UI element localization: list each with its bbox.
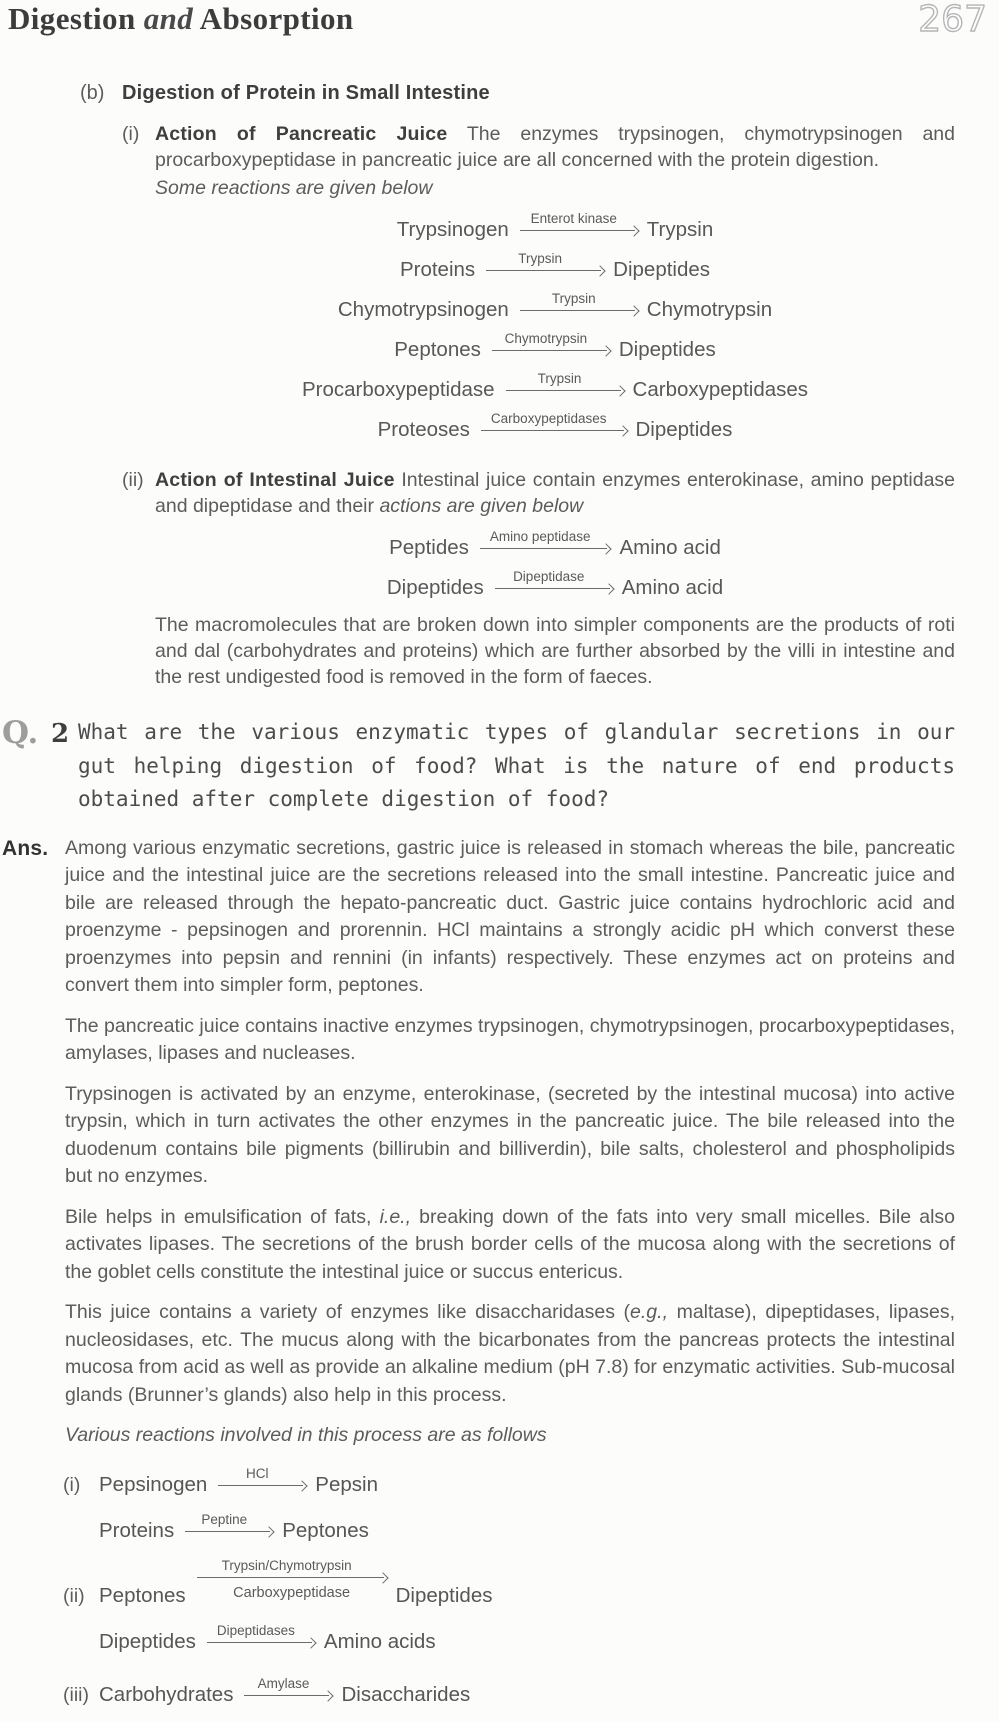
arrow-shaft-icon: [506, 387, 624, 395]
title-word-italic: and: [143, 1, 194, 36]
reaction-arrow-icon: [244, 1676, 332, 1700]
paragraph-italic: e.g.,: [630, 1301, 668, 1323]
reaction-row: [155, 331, 955, 362]
enzyme-label-below: Carboxypeptidase: [233, 1584, 351, 1601]
reactant: Dipeptides: [386, 576, 484, 599]
question-label: Q.: [2, 715, 39, 751]
reactant: Chymotrypsinogen: [337, 298, 509, 321]
reaction-arrow-icon: [506, 371, 624, 395]
reaction-arrow-icon: [520, 291, 638, 315]
product: Amino acid: [621, 576, 724, 599]
paragraph-italic: actions are given below: [379, 495, 584, 517]
page-number: 267: [918, 0, 987, 40]
product: Dipeptides: [618, 338, 716, 361]
reactant: Pepsinogen: [99, 1472, 208, 1496]
title-word: Digestion: [8, 1, 136, 36]
reactions-note: Some reactions are given below: [155, 177, 433, 199]
product: Chymotrypsin: [646, 298, 773, 321]
reactant: Carbohydrates: [99, 1682, 234, 1706]
product: Amino acid: [619, 536, 721, 559]
answer-paragraph: The pancreatic juice contains inactive enzymes trypsinogen, chymotrypsinogen, procarboxypeptidases, amylases, lipases and nucleases.: [65, 1014, 955, 1064]
reaction-marker: (iii): [63, 1683, 89, 1706]
item-pancreatic-juice: [122, 121, 955, 451]
product: Peptones: [282, 1518, 369, 1542]
arrow-shaft-icon: [218, 1482, 306, 1490]
section-title: Digestion of Protein in Small Intestine: [122, 82, 490, 104]
reactant: Dipeptides: [99, 1629, 196, 1653]
closing-paragraph: The macromolecules that are broken down into simpler components are the products of roti and dal (carbohydrates and proteins) which are further absorbed by the villi in intestine and the rest undigested food is removed in the form of faeces.: [155, 614, 955, 688]
arrow-shaft-icon: [207, 1639, 315, 1647]
arrow-shaft-icon: [185, 1528, 273, 1536]
enzyme-label: Peptine: [201, 1511, 248, 1527]
product: Disaccharides: [341, 1682, 471, 1706]
enzyme-label: Trypsin: [518, 251, 563, 266]
answer-paragraph: Among various enzymatic secretions, gastric juice is released in stomach whereas the bile, pancreatic juice and the intestinal juice are the secretions released into the small intestine. Pancreatic juice and bile are released through the hepato-pancreatic duct. Gastric juice contains hydrochloric acid and proenzyme - pepsinogen and prorennin. HCl maintains a strongly acidic pH which converst these proenzymes into pepsin and rennini (in infants) respectively. These enzymes act on proteins and convert them into simpler form, peptones.: [65, 836, 955, 996]
enzyme-label: Trypsin: [537, 371, 582, 386]
section-marker: (b): [80, 82, 105, 104]
question-number: 2: [51, 719, 70, 749]
reaction-row: [63, 1558, 955, 1608]
enzyme-label: Dipeptidase: [513, 569, 585, 584]
lead-in-bold: Action of Pancreatic Juice: [155, 123, 448, 145]
enzyme-label: Carboxypeptidases: [490, 411, 607, 426]
reactions-note: Various reactions involved in this process are as follows: [65, 1424, 547, 1446]
arrow-shaft-icon: [486, 267, 604, 275]
reactant: Procarboxypeptidase: [301, 378, 495, 401]
reaction-row: [63, 1466, 955, 1497]
reaction-marker: (i): [63, 1473, 81, 1496]
item-marker: (ii): [122, 469, 144, 491]
pancreatic-reaction-list: [155, 211, 955, 442]
paragraph-text: The enzymes trypsinogen, chymotrypsinogen and procarboxypeptidase in pancreatic juice are all concerned with the protein digestion.: [155, 123, 955, 171]
product: Trypsin: [646, 218, 714, 241]
enzyme-label: Amino peptidase: [489, 529, 591, 544]
paragraph: [155, 467, 955, 519]
enzyme-label: Chymotrypsin: [504, 331, 588, 346]
reaction-row: [155, 411, 955, 442]
answer-body: [65, 835, 955, 1722]
question-text: What are the various enzymatic types of glandular secretions in our gut helping digestion of food? What is the nature of end products obtained after complete digestion of food?: [78, 720, 955, 811]
reaction-arrow-icon: [495, 569, 613, 593]
arrow-shaft-icon: [520, 307, 638, 315]
product: Pepsin: [315, 1472, 378, 1496]
product: Dipeptides: [635, 418, 733, 441]
paragraph-text: This juice contains a variety of enzymes like disaccharidases (: [65, 1301, 631, 1323]
answer-label: Ans.: [2, 836, 49, 860]
arrow-shaft-icon: [495, 585, 613, 593]
reaction-row: [63, 1676, 955, 1707]
answer-paragraph: [65, 1299, 955, 1409]
paragraph-text: Bile helps in emulsification of fats,: [65, 1205, 380, 1228]
product: Dipeptides: [613, 258, 711, 281]
reactant: Peptones: [394, 338, 481, 361]
reactant: Proteins: [99, 1518, 175, 1542]
paragraph: [155, 121, 955, 173]
product: Dipeptides: [395, 1583, 493, 1607]
paragraph-text: Intestinal juice contain enzymes enterokinase, amino peptidase and dipeptidase and their: [155, 469, 956, 517]
enzyme-label: Dipeptidases: [216, 1622, 295, 1638]
item-body: [155, 467, 955, 690]
enzyme-label: Trypsin: [551, 291, 596, 306]
answer-paragraph: [65, 1204, 955, 1287]
reaction-row: [63, 1512, 955, 1543]
answer-block: [2, 835, 955, 1722]
reaction-arrow-icon: [492, 331, 610, 355]
intestinal-reaction-list: [155, 529, 955, 600]
reaction-row: [63, 1623, 955, 1654]
reaction-row: [155, 569, 955, 600]
reactant: Proteoses: [377, 418, 470, 441]
reaction-row: [155, 371, 955, 402]
paragraph-italic: i.e.,: [379, 1205, 412, 1228]
product: Amino acids: [323, 1629, 436, 1653]
enzyme-label: Enterot kinase: [530, 211, 617, 226]
reaction-row: [155, 211, 955, 242]
lead-in-bold: Action of Intestinal Juice: [155, 469, 395, 491]
item-marker: (i): [122, 123, 140, 145]
reaction-arrow-icon: [480, 529, 611, 553]
reaction-arrow-icon: [185, 1512, 273, 1536]
reactant: Peptides: [389, 536, 469, 559]
reaction-arrow-icon: [207, 1623, 315, 1647]
reaction-arrow-icon: [218, 1466, 306, 1490]
arrow-shaft-icon: [244, 1692, 332, 1700]
arrow-shaft-icon: [520, 227, 638, 235]
page-title: [8, 2, 354, 36]
paragraph-text: maltase), dipeptidases, lipases, nucleosidases, etc. The mucus along with the bicarbonates from the pancreas protects the intestinal mucosa from acid as well as provide an alkaline medium (pH 7.8) for enzymatic activities. Sub-mucosal glands (Brunner’s glands) also help in this process.: [65, 1301, 955, 1406]
reactant: Proteins: [399, 258, 476, 281]
product: Carboxypeptidases: [632, 378, 809, 401]
reaction-marker: (ii): [63, 1584, 85, 1607]
enzyme-label: Trypsin/Chymotrypsin: [221, 1557, 352, 1573]
arrow-shaft-icon: [480, 545, 611, 553]
item-intestinal-juice: [122, 467, 955, 690]
reaction-arrow-icon: [197, 1558, 387, 1601]
reaction-arrow-icon: [520, 211, 638, 235]
arrow-shaft-icon: [492, 347, 610, 355]
page-header: [0, 0, 999, 38]
paragraph-text: breaking down of the fats into very small micelles. Bile also activates lipases. The secretions of the brush border cells of the mucosa along with the secretions of the goblet cells constitute the intestinal juice or succus entericus.: [65, 1205, 956, 1283]
reactant: Trypsinogen: [396, 218, 509, 241]
enzyme-label: HCl: [246, 1465, 269, 1481]
reactant: Peptones: [99, 1583, 186, 1607]
reaction-arrow-icon: [486, 251, 604, 275]
reaction-row: [155, 251, 955, 282]
answer-paragraph: Trypsinogen is activated by an enzyme, enterokinase, (secreted by the intestinal mucosa) into active trypsin, which in turn activates the other enzymes in the pancreatic juice. The bile released into the duodenum contains bile pigments (billirubin and billiverdin), bile salts, cholesterol and phospholipids but no enzymes.: [65, 1082, 955, 1187]
title-word: Absorption: [199, 1, 354, 36]
reaction-row: [155, 291, 955, 322]
question-block: [2, 716, 955, 817]
section-b-heading: [80, 82, 955, 105]
item-body: [155, 121, 955, 451]
reaction-arrow-icon: [481, 411, 627, 435]
arrow-shaft-icon: [197, 1574, 387, 1582]
section-b: [80, 82, 955, 105]
enzyme-label: Amylase: [257, 1675, 310, 1691]
arrow-shaft-icon: [481, 427, 627, 435]
reaction-row: [155, 529, 955, 560]
